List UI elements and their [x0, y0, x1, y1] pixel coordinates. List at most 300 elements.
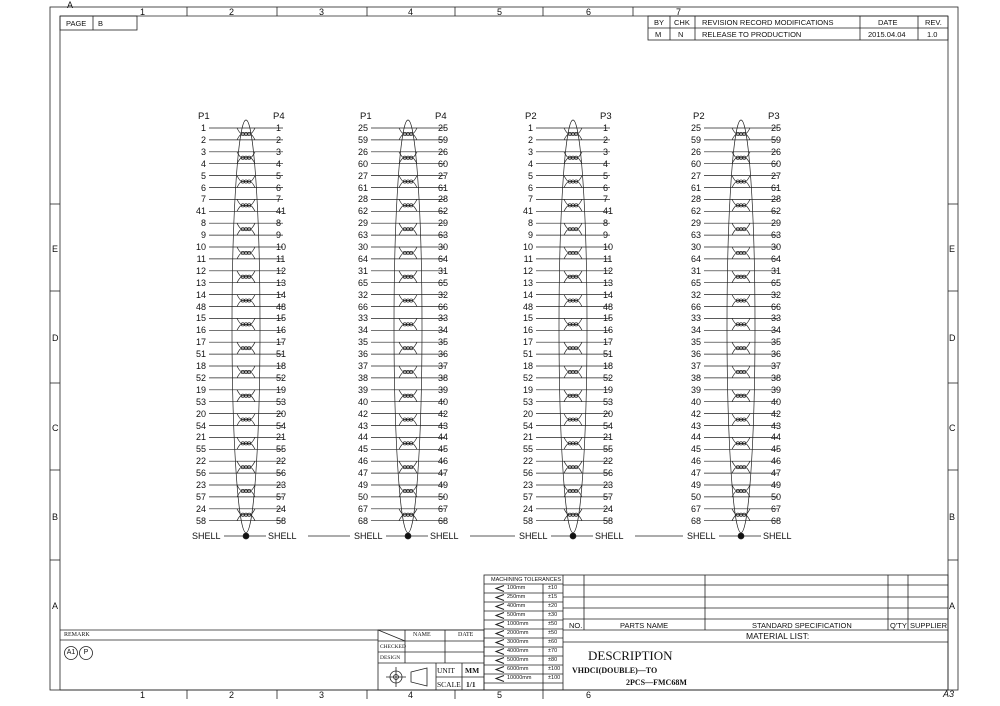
twist-upper — [399, 485, 417, 491]
row-label: A — [949, 601, 956, 611]
twist-upper — [237, 437, 255, 443]
pin-right-label: 8 — [603, 218, 609, 229]
twist-upper — [237, 295, 255, 301]
twist-lower — [237, 324, 255, 330]
pin-right-label: 36 — [771, 349, 782, 360]
pin-left-label: 25 — [357, 123, 368, 133]
pin-left-label: 28 — [357, 194, 368, 205]
remark-symbol-a1: A1 — [66, 649, 76, 656]
twist-upper — [732, 295, 750, 301]
twist-upper — [237, 152, 255, 158]
pin-right-label: 67 — [771, 503, 782, 514]
twist-lower — [732, 372, 750, 378]
twist-lower — [237, 182, 255, 188]
pin-left-label: 14 — [522, 289, 533, 300]
pin-left-label: 43 — [357, 420, 368, 431]
pin-right-label: 45 — [771, 444, 782, 455]
twist-upper — [732, 247, 750, 253]
rev-cell-chk: N — [678, 30, 684, 39]
twist-lower — [237, 467, 255, 473]
twist-lower — [237, 491, 255, 497]
twist-upper — [732, 485, 750, 491]
rev-cell-date: 2015.04.04 — [868, 30, 906, 39]
twist-upper — [732, 318, 750, 324]
twist-upper — [399, 437, 417, 443]
twist-upper — [237, 128, 255, 134]
twist-lower — [732, 182, 750, 188]
pin-right-label: 42 — [438, 408, 449, 419]
col-label: 5 — [497, 690, 503, 700]
tolerance-length: 1000mm — [507, 621, 529, 627]
twist-lower — [732, 277, 750, 283]
pin-right-label: 17 — [603, 337, 614, 348]
twist-upper — [399, 366, 417, 372]
pin-left-label: 62 — [357, 206, 368, 217]
pin-left-label: 45 — [690, 444, 701, 455]
tolerance-value: ±80 — [548, 657, 558, 663]
twist-lower — [564, 467, 582, 473]
tolerance-value: ±20 — [548, 603, 558, 609]
tolerance-length: 100mm — [507, 585, 526, 591]
twist-lower — [564, 443, 582, 449]
pin-right-label: 35 — [438, 337, 449, 348]
pin-left-label: 56 — [522, 468, 533, 479]
shell-node — [405, 533, 411, 539]
pin-left-label: 30 — [690, 242, 701, 252]
pin-left-label: 40 — [690, 396, 701, 407]
pin-right-label: 18 — [276, 361, 287, 371]
twist-lower — [399, 229, 417, 235]
pin-left-label: 8 — [527, 218, 533, 229]
pin-left-label: 52 — [195, 372, 206, 383]
connector-left-label: P1 — [360, 111, 372, 122]
twist-upper — [732, 152, 750, 158]
twist-lower — [237, 205, 255, 211]
pin-left-label: 67 — [357, 503, 368, 514]
bom-header-no: NO. — [569, 621, 583, 630]
connector-left-label: P2 — [525, 111, 537, 122]
pin-right-label: 18 — [603, 361, 614, 371]
shield-ellipse — [559, 120, 587, 533]
twist-lower — [732, 491, 750, 497]
twist-lower — [237, 229, 255, 235]
pin-right-label: 16 — [276, 325, 287, 336]
pin-right-label: 60 — [438, 158, 449, 169]
pin-left-label: 4 — [200, 158, 206, 169]
row-label: C — [949, 423, 956, 433]
pin-left-label: 49 — [690, 480, 701, 490]
pin-right-label: 51 — [276, 349, 287, 360]
pin-right-label: 56 — [276, 468, 287, 479]
pin-left-label: 51 — [195, 349, 206, 360]
twist-lower — [399, 301, 417, 307]
twist-upper — [399, 128, 417, 134]
pin-left-label: 59 — [690, 134, 701, 145]
pin-right-label: 41 — [276, 206, 287, 217]
pin-left-label: 20 — [522, 408, 533, 419]
scale-label: SCALE — [437, 680, 461, 689]
twist-lower — [732, 229, 750, 235]
twist-lower — [732, 467, 750, 473]
pin-right-label: 68 — [771, 515, 782, 526]
shell-left-label: SHELL — [687, 531, 716, 541]
pin-right-label: 17 — [276, 337, 287, 348]
pin-right-label: 63 — [438, 230, 449, 241]
rev-header-rev: REV. — [925, 18, 942, 27]
tolerance-arrow-icon — [496, 631, 504, 637]
pin-right-label: 6 — [603, 182, 609, 193]
pin-right-label: 55 — [603, 444, 614, 455]
pin-right-label: 31 — [438, 265, 449, 276]
twist-upper — [732, 342, 750, 348]
twist-lower — [399, 134, 417, 140]
pin-left-label: 5 — [527, 170, 533, 181]
tolerance-value: ±100 — [548, 675, 561, 681]
row-label: D — [949, 333, 956, 343]
twist-lower — [732, 158, 750, 164]
twist-upper — [399, 295, 417, 301]
pin-right-label: 43 — [438, 420, 449, 431]
twist-upper — [399, 247, 417, 253]
pin-right-label: 26 — [438, 146, 449, 157]
pin-left-label: 49 — [357, 480, 368, 490]
pin-left-label: 66 — [690, 301, 701, 312]
row-label: E — [52, 244, 59, 254]
pin-right-label: 66 — [438, 301, 449, 312]
twist-upper — [732, 437, 750, 443]
pin-right-label: 3 — [603, 146, 609, 157]
tolerance-arrow-icon — [496, 640, 504, 646]
pin-left-label: 16 — [195, 325, 206, 336]
pin-left-label: 12 — [522, 265, 533, 276]
twist-lower — [399, 467, 417, 473]
pin-left-label: 36 — [357, 349, 368, 360]
pin-right-label: 9 — [603, 230, 609, 241]
pin-left-label: 31 — [357, 265, 368, 276]
pin-right-label: 14 — [276, 289, 287, 300]
pin-right-label: 67 — [438, 503, 449, 514]
col-label: 5 — [497, 7, 503, 17]
pin-right-label: 28 — [438, 194, 449, 205]
twist-upper — [237, 414, 255, 420]
description-line-1: VHDCI(DOUBLE)—TO — [572, 666, 658, 675]
twist-upper — [732, 128, 750, 134]
twist-upper — [564, 176, 582, 182]
tolerance-arrow-icon — [496, 622, 504, 628]
twist-upper — [564, 437, 582, 443]
pin-right-label: 25 — [771, 123, 782, 133]
pin-left-label: 54 — [522, 420, 533, 431]
pin-right-label: 65 — [438, 277, 449, 288]
pin-right-label: 43 — [771, 420, 782, 431]
twist-upper — [237, 485, 255, 491]
pin-left-label: 11 — [523, 253, 533, 264]
shell-node — [243, 533, 249, 539]
pin-left-label: 68 — [357, 515, 368, 526]
pin-right-label: 59 — [438, 134, 449, 145]
pin-left-label: 60 — [357, 158, 368, 169]
twist-upper — [564, 199, 582, 205]
pin-left-label: 40 — [357, 396, 368, 407]
pin-left-label: 41 — [522, 206, 533, 217]
twist-lower — [237, 277, 255, 283]
pin-left-label: 50 — [357, 491, 368, 502]
pin-right-label: 49 — [438, 480, 449, 490]
pin-left-label: 14 — [195, 289, 206, 300]
twist-lower — [237, 348, 255, 354]
rev-cell-by: M — [655, 30, 662, 39]
row-label: E — [949, 244, 956, 254]
twist-upper — [564, 295, 582, 301]
tolerance-length: 5000mm — [507, 657, 529, 663]
pin-right-label: 41 — [603, 206, 614, 217]
twist-upper — [237, 366, 255, 372]
pin-left-label: 63 — [357, 230, 368, 241]
remark-label: REMARK — [64, 632, 90, 638]
pin-left-label: 5 — [200, 170, 206, 181]
tolerance-title: MACHINING TOLERANCES — [491, 577, 562, 583]
pin-left-label: 57 — [195, 491, 206, 502]
pin-right-label: 27 — [771, 170, 782, 181]
tolerance-length: 2000mm — [507, 630, 529, 636]
pin-left-label: 15 — [195, 313, 206, 324]
pin-right-label: 48 — [603, 301, 614, 312]
twist-lower — [399, 443, 417, 449]
pin-left-label: 68 — [690, 515, 701, 526]
tolerance-length: 400mm — [507, 603, 526, 609]
tolerance-value: ±50 — [548, 621, 558, 627]
pin-left-label: 65 — [357, 277, 368, 288]
twist-lower — [564, 134, 582, 140]
twist-upper — [564, 318, 582, 324]
twist-lower — [564, 324, 582, 330]
pin-right-label: 4 — [603, 158, 609, 169]
pin-left-label: 48 — [195, 301, 206, 312]
pin-left-label: 52 — [522, 372, 533, 383]
pin-right-label: 5 — [276, 170, 282, 181]
twist-lower — [399, 420, 417, 426]
pin-right-label: 9 — [276, 230, 282, 241]
corner-label: A — [67, 0, 74, 10]
pin-right-label: 19 — [276, 384, 287, 395]
twist-lower — [732, 515, 750, 521]
pin-left-label: 58 — [195, 515, 206, 526]
pin-right-label: 42 — [771, 408, 782, 419]
pin-left-label: 13 — [195, 277, 206, 288]
col-label: 4 — [408, 7, 414, 17]
pin-right-label: 8 — [276, 218, 282, 229]
pin-right-label: 53 — [276, 396, 287, 407]
tolerance-length: 250mm — [507, 594, 526, 600]
pin-right-label: 24 — [603, 503, 614, 514]
pin-left-label: 21 — [522, 432, 533, 443]
shell-left-label: SHELL — [354, 531, 383, 541]
tolerance-length: 500mm — [507, 612, 526, 618]
twist-lower — [237, 372, 255, 378]
col-label: 1 — [140, 690, 146, 700]
twist-lower — [399, 205, 417, 211]
pin-right-label: 10 — [276, 242, 287, 252]
pin-left-label: 37 — [690, 361, 701, 371]
twist-upper — [399, 390, 417, 396]
page-value: B — [98, 19, 104, 28]
page-label: PAGE — [66, 19, 87, 28]
pin-left-label: 47 — [690, 468, 701, 479]
row-label: D — [52, 333, 59, 343]
twist-lower — [564, 205, 582, 211]
pin-left-label: 21 — [195, 432, 206, 443]
pin-left-label: 42 — [357, 408, 368, 419]
twist-upper — [399, 414, 417, 420]
twist-lower — [732, 396, 750, 402]
pin-left-label: 37 — [357, 361, 368, 371]
pin-left-label: 13 — [522, 277, 533, 288]
tolerance-length: 6000mm — [507, 666, 529, 672]
material-list-label: MATERIAL LIST: — [746, 631, 810, 641]
pin-left-label: 18 — [195, 361, 206, 371]
row-label: A — [52, 601, 59, 611]
pin-left-label: 55 — [522, 444, 533, 455]
twist-upper — [564, 461, 582, 467]
pin-right-label: 44 — [438, 432, 449, 443]
pin-left-label: 19 — [522, 384, 533, 395]
pin-right-label: 58 — [603, 515, 614, 526]
tolerance-arrow-icon — [496, 667, 504, 673]
pin-left-label: 3 — [200, 146, 206, 157]
signoff-checked-label: CHECKED — [380, 644, 406, 650]
description-line-2: 2PCS—FMC68M — [626, 678, 687, 687]
bom-header-spec: STANDARD SPECIFICATION — [752, 621, 852, 630]
twist-upper — [732, 366, 750, 372]
pin-left-label: 56 — [195, 468, 206, 479]
shell-right-label: SHELL — [268, 531, 297, 541]
pin-right-label: 57 — [603, 491, 614, 502]
pin-right-label: 46 — [771, 456, 782, 467]
twist-upper — [399, 271, 417, 277]
col-label: 7 — [676, 7, 682, 17]
pin-left-label: 24 — [195, 503, 206, 514]
pin-left-label: 20 — [195, 408, 206, 419]
pin-right-label: 39 — [438, 384, 449, 395]
twist-upper — [237, 223, 255, 229]
pin-right-label: 34 — [438, 325, 449, 336]
twist-lower — [237, 396, 255, 402]
pin-left-label: 60 — [690, 158, 701, 169]
twist-upper — [237, 342, 255, 348]
twist-lower — [564, 253, 582, 259]
connector-right-label: P4 — [435, 111, 447, 122]
twist-lower — [564, 348, 582, 354]
pin-left-label: 41 — [195, 206, 206, 217]
twist-upper — [564, 247, 582, 253]
pin-right-label: 23 — [276, 480, 287, 490]
pin-left-label: 57 — [522, 491, 533, 502]
pin-right-label: 27 — [438, 170, 449, 181]
pin-right-label: 47 — [438, 468, 449, 479]
pin-right-label: 38 — [771, 372, 782, 383]
pin-right-label: 6 — [276, 182, 282, 193]
pin-right-label: 12 — [603, 265, 614, 276]
pin-right-label: 62 — [438, 206, 449, 217]
pin-left-label: 2 — [200, 134, 206, 145]
twist-lower — [732, 420, 750, 426]
pin-right-label: 30 — [438, 242, 449, 252]
scale-value: 1/1 — [466, 680, 476, 689]
pin-right-label: 50 — [771, 491, 782, 502]
col-label: 2 — [229, 690, 235, 700]
pin-left-label: 27 — [357, 170, 368, 181]
pin-left-label: 58 — [522, 515, 533, 526]
tolerance-arrow-icon — [496, 658, 504, 664]
pin-right-label: 5 — [603, 170, 609, 181]
pin-right-label: 23 — [603, 480, 614, 490]
pin-left-label: 19 — [195, 384, 206, 395]
row-label: B — [52, 512, 59, 522]
pin-left-label: 26 — [357, 146, 368, 157]
pin-left-label: 26 — [690, 146, 701, 157]
pin-right-label: 11 — [603, 253, 613, 264]
pin-left-label: 8 — [200, 218, 206, 229]
twist-upper — [399, 318, 417, 324]
pin-right-label: 13 — [603, 277, 614, 288]
bom-header-supplier: SUPPLIER — [910, 621, 948, 630]
pin-left-label: 28 — [690, 194, 701, 205]
twist-upper — [564, 366, 582, 372]
pin-right-label: 14 — [603, 289, 614, 300]
pin-left-label: 17 — [522, 337, 533, 348]
pin-right-label: 20 — [276, 408, 287, 419]
pin-right-label: 53 — [603, 396, 614, 407]
pin-right-label: 37 — [438, 361, 449, 371]
pin-left-label: 34 — [357, 325, 368, 336]
connector-left-label: P2 — [693, 111, 705, 122]
pin-right-label: 61 — [438, 182, 449, 193]
pin-left-label: 43 — [690, 420, 701, 431]
twist-lower — [732, 324, 750, 330]
tolerance-arrow-icon — [496, 649, 504, 655]
pin-right-label: 61 — [771, 182, 782, 193]
pin-left-label: 23 — [195, 480, 206, 490]
tolerance-value: ±15 — [548, 594, 558, 600]
pin-right-label: 34 — [771, 325, 782, 336]
pin-right-label: 16 — [603, 325, 614, 336]
pin-right-label: 24 — [276, 503, 287, 514]
unit-value: MM — [465, 666, 480, 675]
pin-right-label: 54 — [276, 420, 287, 431]
twist-lower — [399, 491, 417, 497]
pin-left-label: 33 — [357, 313, 368, 324]
pin-right-label: 22 — [603, 456, 614, 467]
rev-cell-rev: 1.0 — [927, 30, 938, 39]
pin-left-label: 47 — [357, 468, 368, 479]
shell-node — [738, 533, 744, 539]
twist-lower — [237, 253, 255, 259]
tolerance-arrow-icon — [496, 613, 504, 619]
twist-lower — [237, 515, 255, 521]
pin-left-label: 45 — [357, 444, 368, 455]
pin-left-label: 44 — [690, 432, 701, 443]
pin-left-label: 50 — [690, 491, 701, 502]
twist-lower — [399, 253, 417, 259]
pin-right-label: 68 — [438, 515, 449, 526]
twist-upper — [564, 223, 582, 229]
pin-right-label: 15 — [276, 313, 287, 324]
twist-upper — [564, 414, 582, 420]
pin-right-label: 57 — [276, 491, 287, 502]
twist-upper — [564, 390, 582, 396]
twist-lower — [399, 348, 417, 354]
signoff-date-header: DATE — [458, 632, 474, 638]
